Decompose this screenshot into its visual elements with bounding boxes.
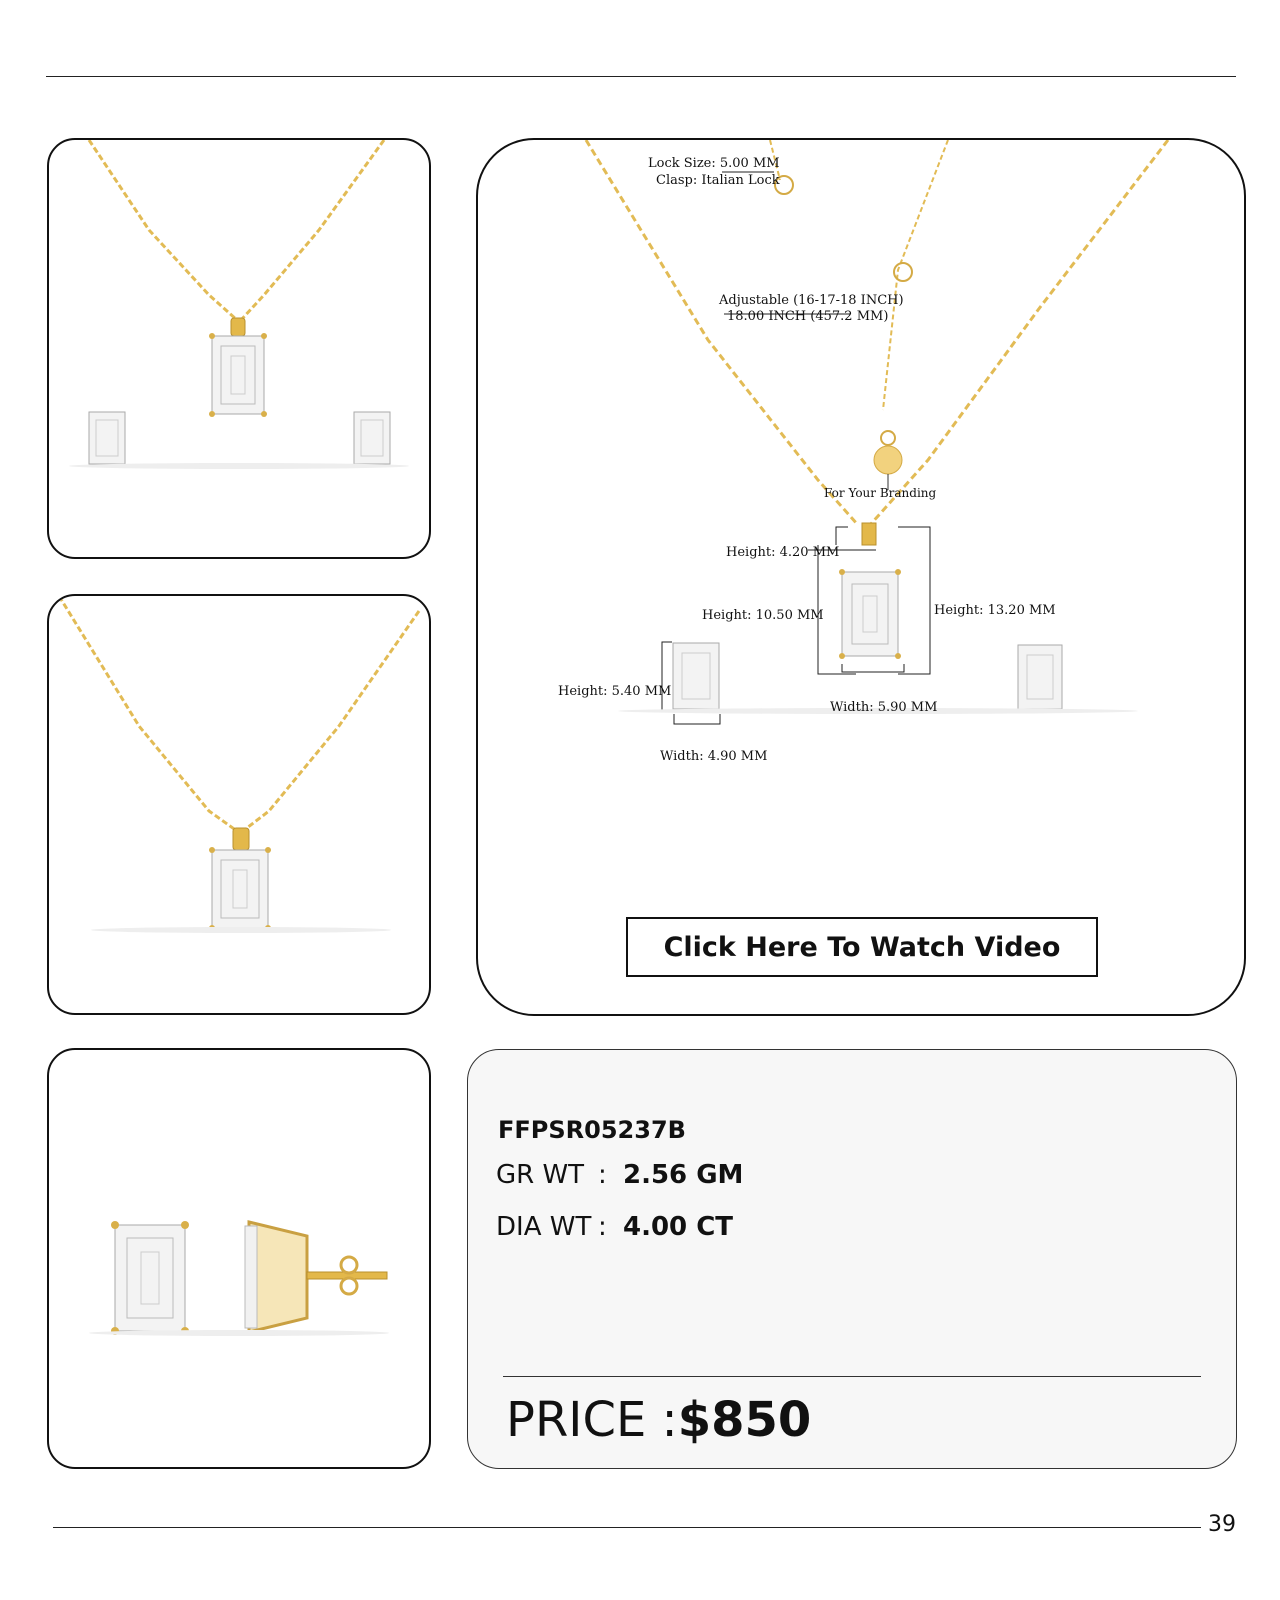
set-photo-panel — [47, 138, 431, 559]
product-info-card — [467, 1049, 1237, 1469]
gross-weight-separator: : — [598, 1160, 607, 1190]
necklace-set-image — [49, 140, 431, 559]
product-sku: FFPSR05237B — [498, 1116, 686, 1144]
diamond-weight-separator: : — [598, 1212, 607, 1242]
chain-length-label: 18.00 INCH (457.2 MM) — [727, 309, 889, 324]
page-number: 39 — [1208, 1512, 1236, 1537]
gross-weight-row — [496, 1160, 743, 1190]
earring-height-label: Height: 5.40 MM — [558, 684, 672, 699]
clasp-label: Clasp: Italian Lock — [656, 173, 780, 188]
adjustable-label: Adjustable (16-17-18 INCH) — [719, 293, 904, 308]
price-label: PRICE : — [506, 1392, 678, 1448]
price-value: $850 — [677, 1392, 812, 1448]
diamond-weight-value: 4.00 CT — [623, 1212, 734, 1242]
bail-height-label: Height: 4.20 MM — [726, 545, 840, 560]
earrings-photo-panel — [47, 1048, 431, 1469]
top-rule — [46, 76, 1236, 77]
pendant-photo-panel — [47, 594, 431, 1015]
diamond-weight-label: DIA WT — [496, 1212, 592, 1242]
stone-height-label: Height: 10.50 MM — [702, 608, 824, 623]
earring-width-label: Width: 4.90 MM — [660, 749, 768, 764]
price-divider — [503, 1376, 1201, 1377]
price-row — [506, 1392, 811, 1448]
gross-weight-value: 2.56 GM — [623, 1160, 744, 1190]
earrings-image — [49, 1050, 431, 1469]
pendant-width-label: Width: 5.90 MM — [830, 700, 938, 715]
watch-video-button[interactable]: Click Here To Watch Video — [626, 917, 1098, 977]
dimension-diagram-panel — [476, 138, 1246, 1016]
necklace-dimension-diagram — [478, 140, 1246, 1016]
lock-size-label: Lock Size: 5.00 MM — [648, 156, 780, 171]
diamond-weight-row — [496, 1212, 733, 1242]
pendant-image — [49, 596, 431, 1015]
total-height-label: Height: 13.20 MM — [934, 603, 1056, 618]
bottom-rule — [53, 1527, 1201, 1528]
gross-weight-label: GR WT — [496, 1160, 585, 1190]
branding-label: For Your Branding — [824, 486, 937, 500]
